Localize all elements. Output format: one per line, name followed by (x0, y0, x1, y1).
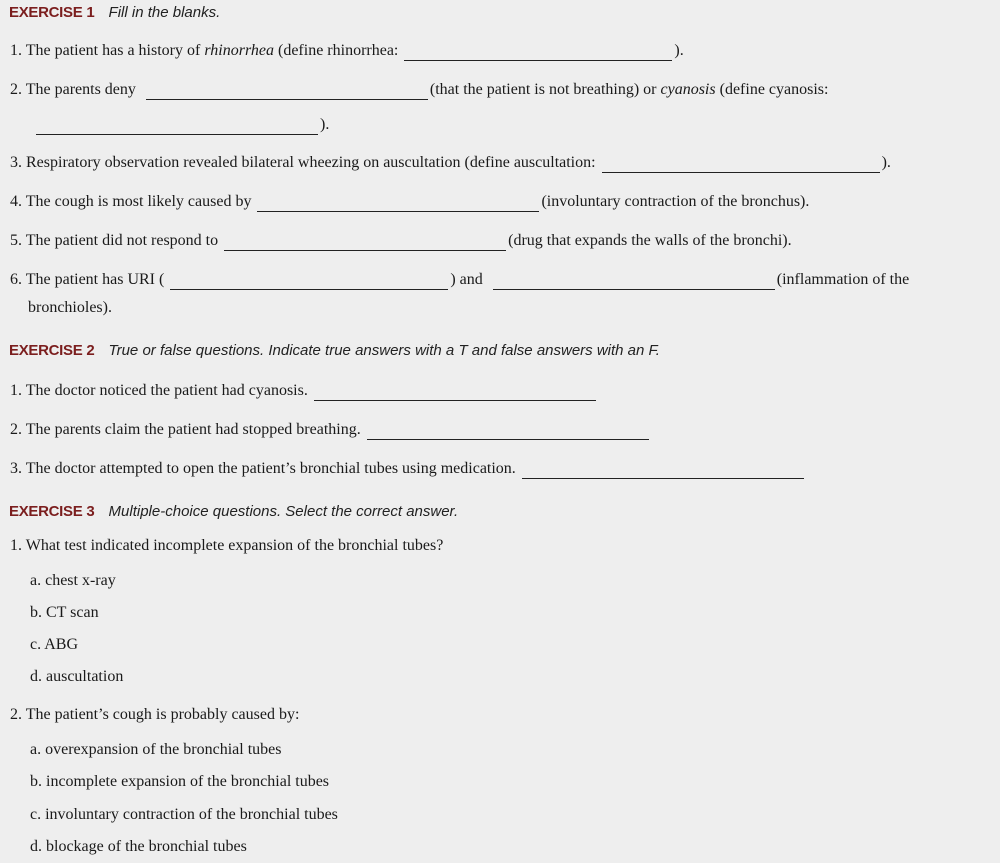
ex3-question-1: 1. What test indicated incomplete expansion of the bronchial tubes? (10, 537, 444, 554)
question-text: (involuntary contraction of the bronchus). (541, 193, 810, 210)
ex2-question-2 (10, 420, 651, 440)
question-text: (that the patient is not breathing) or (429, 81, 661, 98)
exercise-instruction: True or false questions. Indicate true answers with a T and false answers with an F. (108, 342, 660, 359)
option-b[interactable]: b. CT scan (30, 604, 99, 621)
question-text: 5. The patient did not respond to (10, 232, 223, 249)
exercise-instruction: Fill in the blanks. (108, 4, 221, 21)
ex1-question-2-cont (34, 115, 329, 135)
exercise-2-heading (9, 342, 660, 359)
exercise-3-heading (9, 503, 458, 520)
answer-blank[interactable] (404, 44, 672, 61)
option-c[interactable]: c. ABG (30, 636, 78, 653)
ex1-question-5 (10, 231, 792, 251)
question-text: 3. The doctor attempted to open the patient’s bronchial tubes using medication. (10, 460, 516, 477)
question-text: ). (881, 154, 891, 171)
exercise-number: EXERCISE 1 (9, 4, 95, 21)
option-b[interactable]: b. incomplete expansion of the bronchial tubes (30, 773, 330, 790)
exercise-instruction: Multiple-choice questions. Select the correct answer. (108, 503, 459, 520)
question-text: 1. The patient has a history of (10, 42, 205, 59)
question-text: ) and (450, 271, 487, 288)
question-text: (drug that expands the walls of the bronchi). (508, 232, 792, 249)
question-text: ). (320, 116, 330, 133)
term: rhinorrhea (204, 42, 274, 59)
option-a[interactable]: a. chest x-ray (30, 572, 116, 589)
ex2-question-1 (10, 381, 598, 401)
question-text: 6. The patient has URI ( (10, 271, 169, 288)
ex1-question-6-cont (28, 298, 112, 318)
answer-blank[interactable] (257, 195, 539, 212)
option-a[interactable]: a. overexpansion of the bronchial tubes (30, 741, 282, 758)
question-text: 1. The doctor noticed the patient had cyanosis. (10, 382, 308, 399)
ex1-question-2 (10, 80, 828, 100)
option-d[interactable]: d. auscultation (30, 668, 124, 685)
answer-blank[interactable] (522, 462, 804, 479)
question-text: (define rhinorrhea: (273, 42, 403, 59)
answer-blank[interactable] (146, 83, 428, 100)
ex3-question-2: 2. The patient’s cough is probably caused by: (10, 706, 300, 723)
term: cyanosis (660, 81, 716, 98)
ex1-question-6 (10, 270, 909, 290)
option-d[interactable]: d. blockage of the bronchial tubes (30, 838, 247, 855)
question-text: (inflammation of the (776, 271, 910, 288)
question-text: 2. The parents claim the patient had stopped breathing. (10, 421, 361, 438)
ex1-question-1 (10, 41, 684, 61)
answer-blank[interactable] (367, 423, 649, 440)
answer-blank[interactable] (224, 234, 506, 251)
answer-blank[interactable] (602, 156, 880, 173)
exercise-1-heading (9, 4, 220, 21)
ex2-question-3 (10, 459, 806, 479)
answer-blank[interactable] (36, 118, 318, 135)
answer-blank[interactable] (493, 273, 775, 290)
question-text: bronchioles). (28, 299, 112, 316)
option-c[interactable]: c. involuntary contraction of the bronchial tubes (30, 806, 338, 823)
question-text: 2. The parents deny (10, 81, 140, 98)
ex1-question-4 (10, 192, 809, 212)
ex1-question-3 (10, 153, 891, 173)
question-text: 3. Respiratory observation revealed bilateral wheezing on auscultation (define auscultation: (10, 154, 600, 171)
exercise-number: EXERCISE 3 (9, 503, 95, 520)
question-text: (define cyanosis: (715, 81, 829, 98)
exercise-number: EXERCISE 2 (9, 342, 95, 359)
question-text: ). (674, 42, 684, 59)
answer-blank[interactable] (314, 384, 596, 401)
question-text: 4. The cough is most likely caused by (10, 193, 256, 210)
answer-blank[interactable] (170, 273, 448, 290)
